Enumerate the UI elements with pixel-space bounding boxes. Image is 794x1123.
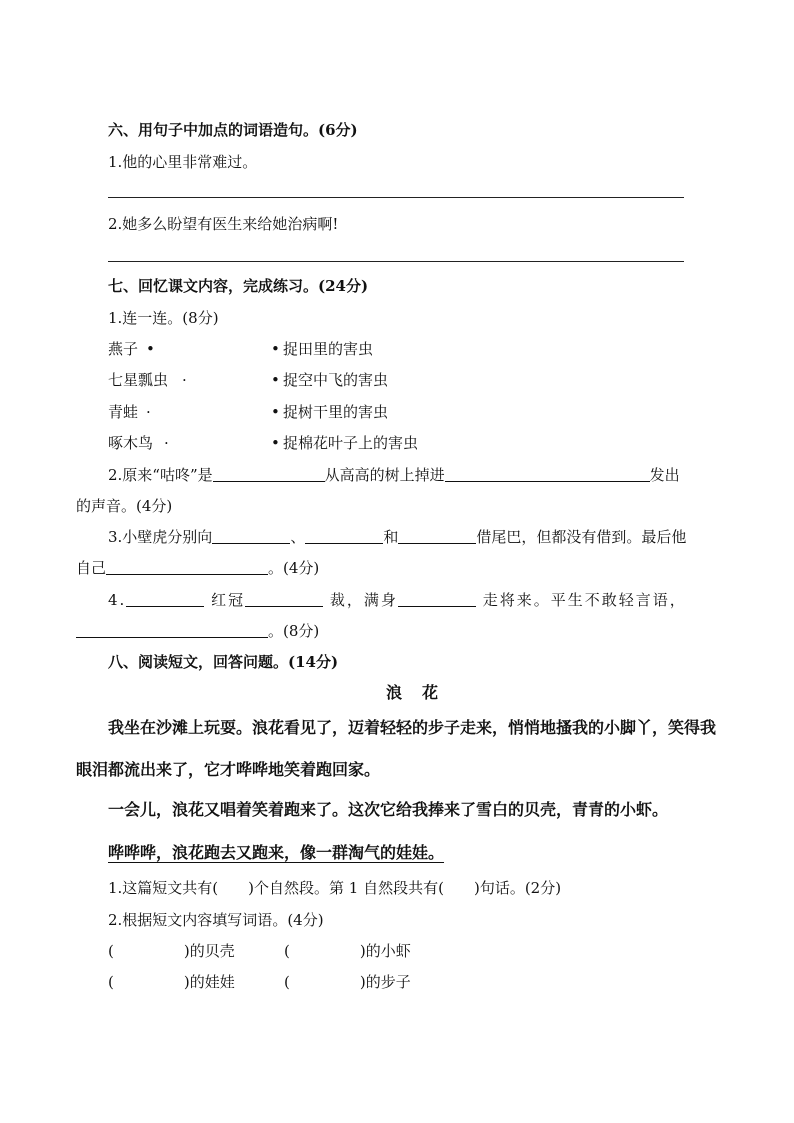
answer-line-q2[interactable] [108,261,684,262]
q3-text-b: 、 [290,528,306,546]
q4-blank-2[interactable] [245,590,323,607]
q2-text-a: 2.原来“咕咚”是 [108,466,213,484]
section7-title: 七、回忆课文内容，完成练习。(24分) [108,277,369,295]
q4-text-a: 4. [108,591,127,609]
match-right-item: 捉树干里的害虫 [283,403,389,421]
passage-para3: 哗哗哗，浪花跑去又跑来，像一群淘气的娃娃。 [108,843,445,862]
match-dot[interactable]: · [146,403,151,421]
fill-item: ( )的娃娃 [108,973,235,991]
q3-text-d: 借尾巴，但都没有借到。最后他 [476,528,687,546]
match-dot[interactable]: • [271,340,280,358]
fill-item: ( )的贝壳 [108,942,235,960]
q3-text-f: 。(4分) [268,559,320,577]
fill-item: ( )的步子 [284,973,411,991]
s8q1-text-b: )个自然段。第 1 自然段共有( [248,879,444,897]
q4-text-c: 裁，满身 [329,591,398,609]
q4-blank-4[interactable] [76,621,268,638]
passage-title: 浪 花 [386,683,441,702]
q3-blank-3[interactable] [398,527,476,544]
fill-item-text: 的娃娃 [189,973,235,991]
q4-blank-1[interactable] [126,590,204,607]
match-dot[interactable]: · [164,434,169,452]
section7-q4-line2 [76,621,319,641]
q3-text-c: 和 [383,528,399,546]
match-right-item: 捉棉花叶子上的害虫 [283,434,419,452]
q2-text-b: 从高高的树上掉进 [324,466,445,484]
match-left-item: 啄木鸟 [108,434,154,452]
section7-q2-line1 [108,465,680,485]
match-right-item: 捉空中飞的害虫 [283,371,389,389]
q3-blank-4[interactable] [106,558,268,575]
match-left-item: 燕子 [108,340,139,358]
q3-blank-1[interactable] [212,527,290,544]
section7-q3-line2 [76,558,319,578]
match-left-item: 青蛙 [108,403,139,421]
section7-q1-title: 1.连一连。(8分) [108,309,219,327]
answer-line-q1[interactable] [108,197,684,198]
passage-para1-line1: 我坐在沙滩上玩耍。浪花看见了，迈着轻轻的步子走来，悄悄地搔我的小脚丫，笑得我 [108,718,717,737]
q3-blank-2[interactable] [305,527,383,544]
section6-title: 六、用句子中加点的词语造句。(6分) [108,121,358,139]
q2-text-c: 发出 [649,466,680,484]
q4-blank-3[interactable] [398,590,476,607]
q4-text-b: 红冠 [211,591,246,609]
q2-blank-1[interactable] [213,465,325,482]
s8q1-text-c: )句话。(2分) [473,879,562,897]
fill-item: ( )的小虾 [284,942,411,960]
section7-q4-line1 [108,590,687,610]
passage-para2: 一会儿，浪花又唱着笑着跑来了。这次它给我捧来了雪白的贝壳，青青的小虾。 [108,800,669,819]
match-dot[interactable]: • [146,340,155,358]
q2-blank-2[interactable] [445,465,650,482]
section7-q3-line1 [108,527,686,547]
passage-para1-line2: 眼泪都流出来了，它才哗哗地笑着跑回家。 [76,760,381,779]
match-dot[interactable]: • [271,434,280,452]
match-dot[interactable]: · [182,371,187,389]
fill-item-text: 的小虾 [365,942,411,960]
q3-text-e: 自己 [76,559,107,577]
s8q1-text-a: 1.这篇短文共有( [108,879,219,897]
match-right-item: 捉田里的害虫 [283,340,374,358]
match-left-item: 七星瓢虫 [108,371,169,389]
q4-text-e: 。(8分) [268,622,320,640]
section8-q2-title: 2.根据短文内容填写词语。(4分) [108,911,324,929]
section6-q2: 2.她多么盼望有医生来给她治病啊! [108,215,339,233]
fill-item-text: 的贝壳 [189,942,235,960]
q3-text-a: 3.小壁虎分别向 [108,528,213,546]
match-dot[interactable]: • [271,403,280,421]
section6-q1: 1.他的心里非常难过。 [108,153,258,171]
section7-q2-line2: 的声音。(4分) [76,497,173,515]
q4-text-d: 走将来。平生不敢轻言语， [482,591,687,609]
section8-q1 [108,878,561,898]
fill-item-text: 的步子 [365,973,411,991]
section8-title: 八、阅读短文，回答问题。(14分) [108,653,339,671]
match-dot[interactable]: • [271,371,280,389]
